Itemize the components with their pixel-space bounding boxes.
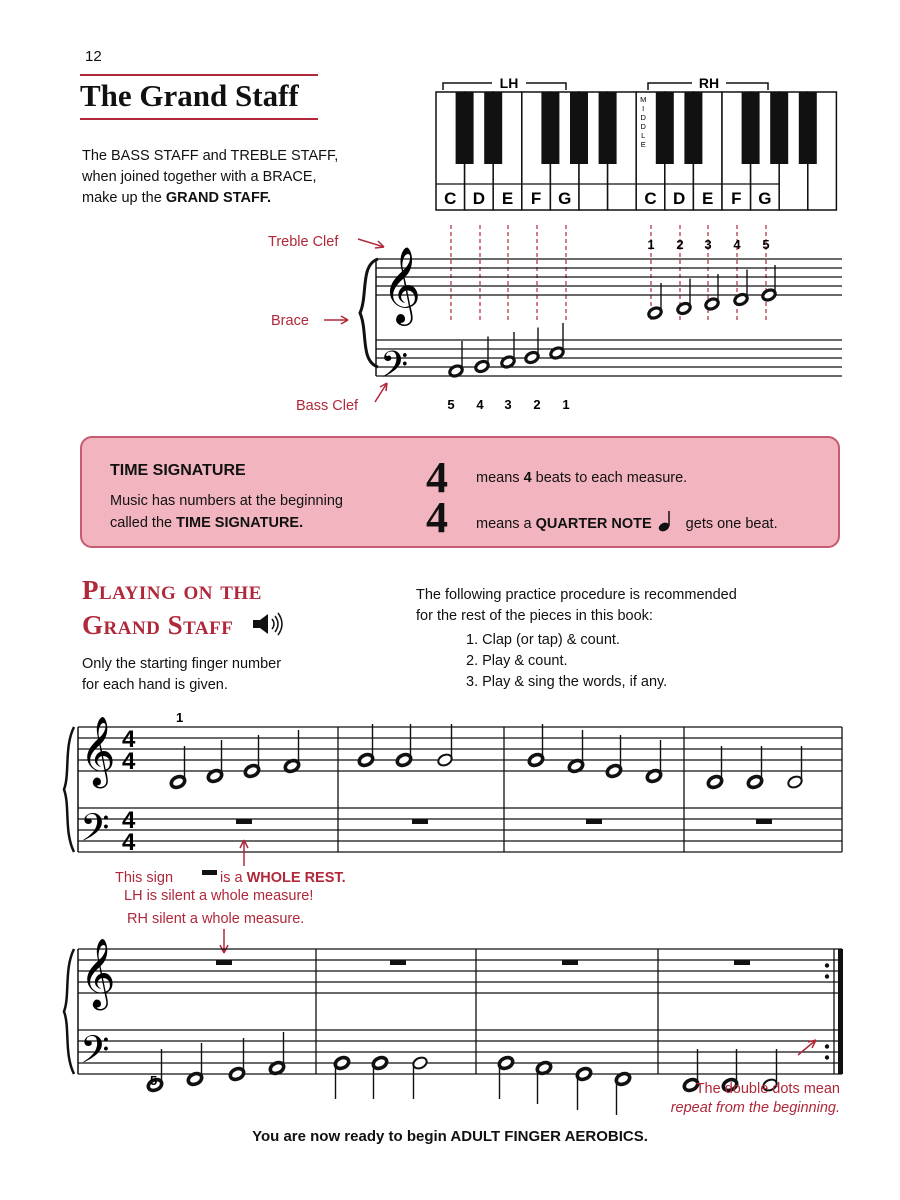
repeat-dot [825,974,829,978]
repeat-dot [825,963,829,967]
repeat-dot [825,1044,829,1048]
step-2: 2. Play & count. [466,653,568,669]
lh-label: LH [499,75,519,91]
time-signature-number: 4 [122,748,136,775]
black-key [599,92,617,164]
bass-clef-label: Bass Clef [296,398,359,414]
lh-silent-note: LH is silent a whole measure! [124,888,314,900]
section-left-text [82,654,281,696]
whole-rest [586,819,602,824]
bass-clef-symbol: 𝄢 [80,1028,110,1080]
music-system-2 [60,905,860,1120]
brace-arrow [324,316,348,324]
time-sig-bottom-meaning: means a QUARTER NOTE gets one beat. [476,510,778,532]
rh-silent-note: RH silent a whole measure. [127,911,305,927]
system-1-content [64,717,842,858]
step-1: 1. Clap (or tap) & count. [466,632,620,648]
left-text-line-1: Only the starting finger number [82,656,282,672]
intro-line-3: make up the GRAND STAFF. [82,190,272,206]
repeat-dot [825,1055,829,1059]
step-3: 3. Play & sing the words, if any. [466,674,668,690]
page-title: The Grand Staff [80,78,299,113]
lh-finger-number: 3 [504,397,512,412]
treble-clef-symbol: 𝄞 [382,247,422,321]
whole-rest-symbol-example [202,870,217,875]
key-letter: D [672,189,686,208]
whole-rest-arrow [240,840,248,866]
middle-c-label: M I D D L E [640,95,647,149]
time-signature-number: 4 [122,807,136,834]
black-key [456,92,474,164]
rh-label: RH [698,75,720,91]
music-system-1 [60,700,860,900]
rh-finger-number: 3 [704,237,712,252]
rh-finger-number: 4 [733,237,741,252]
time-sig-top-meaning: means 4 beats to each measure. [476,470,688,486]
title-rule-bottom [80,118,318,120]
key-letter: C [444,189,457,208]
section-right-text [416,585,737,627]
rh-finger-number: 1 [647,237,655,252]
section-title-line-1: Playing on the [82,575,262,605]
key-guide-lines [451,225,766,323]
diagram-notes [448,265,777,378]
black-key [484,92,502,164]
time-signature-callout [80,436,840,548]
grand-staff-diagram [260,225,850,420]
key-letter: C [644,189,657,208]
page-number: 12 [85,48,102,65]
brace-symbol [64,949,74,1074]
black-key [570,92,588,164]
section-title-line-2: Grand Staff [82,608,285,643]
black-key [541,92,559,164]
bass-clef-symbol: 𝄢 [80,806,110,858]
start-finger-rh: 1 [176,710,184,725]
quarter-note-icon [656,510,678,532]
key-letter: D [472,189,486,208]
lh-finger-number: 2 [533,397,541,412]
whole-rest-note: This sign [115,870,174,886]
black-key [799,92,817,164]
whole-rest [562,960,578,965]
repeat-note-line-1: The double dots mean [695,1081,840,1097]
bass-clef-symbol: 𝄢 [380,345,409,394]
treble-clef-label: Treble Clef [268,234,339,250]
callout-line-1: Music has numbers at the beginning [110,493,343,509]
whole-rest [756,819,772,824]
treble-clef-symbol: 𝄞 [80,939,116,1006]
final-barline-thick [838,949,843,1074]
treble-clef-symbol: 𝄞 [80,717,116,784]
section-title [82,573,285,643]
whole-rest [236,819,252,824]
lh-finger-number: 1 [562,397,570,412]
callout-description [110,490,410,534]
brace-label: Brace [271,313,309,329]
black-key [742,92,760,164]
brace-symbol [64,727,74,852]
whole-rest [390,960,406,965]
intro-line-2: when joined together with a BRACE, [82,169,317,185]
repeat-arrow [798,1040,816,1055]
repeat-note-line-2: repeat from the beginning. [670,1100,840,1116]
key-letter: F [731,189,742,208]
whole-rest-description: is a WHOLE REST. [220,870,346,886]
time-signature-number: 4 [122,829,136,856]
key-letter: G [758,189,772,208]
left-text-line-2: for each hand is given. [82,677,228,693]
right-text-line-2: for the rest of the pieces in this book: [416,608,653,624]
lh-finger-number: 5 [447,397,455,412]
speaker-icon[interactable] [251,611,285,637]
black-key [684,92,702,164]
piano-keyboard [430,66,850,226]
time-sig-bottom: 4 [426,493,448,542]
black-key [770,92,788,164]
finger-numbers [447,237,769,412]
time-sig-top: 4 [426,453,448,502]
start-finger-lh: 5 [150,1073,158,1088]
lh-finger-number: 4 [476,397,484,412]
practice-steps [466,630,667,693]
rh-finger-number: 2 [676,237,684,252]
diagram-staff-lines [376,259,842,376]
time-signature-number: 4 [122,726,136,753]
callout-title: TIME SIGNATURE [110,462,246,479]
callout-line-2: called the TIME SIGNATURE. [110,515,304,531]
whole-rest [216,960,232,965]
right-text-line-1: The following practice procedure is recommended [416,587,737,603]
black-key [656,92,674,164]
key-letter: F [530,189,542,208]
title-rule-top [80,74,318,76]
key-letter: E [501,189,514,208]
intro-text [82,146,402,209]
rh-finger-number: 5 [762,237,770,252]
intro-line-1: The BASS STAFF and TREBLE STAFF, [82,148,339,164]
key-letter: G [558,189,572,208]
footer-text: You are now ready to begin ADULT FINGER AEROBICS. [252,1128,648,1145]
whole-rest [734,960,750,965]
key-letter: E [702,189,714,208]
whole-rest [412,819,428,824]
